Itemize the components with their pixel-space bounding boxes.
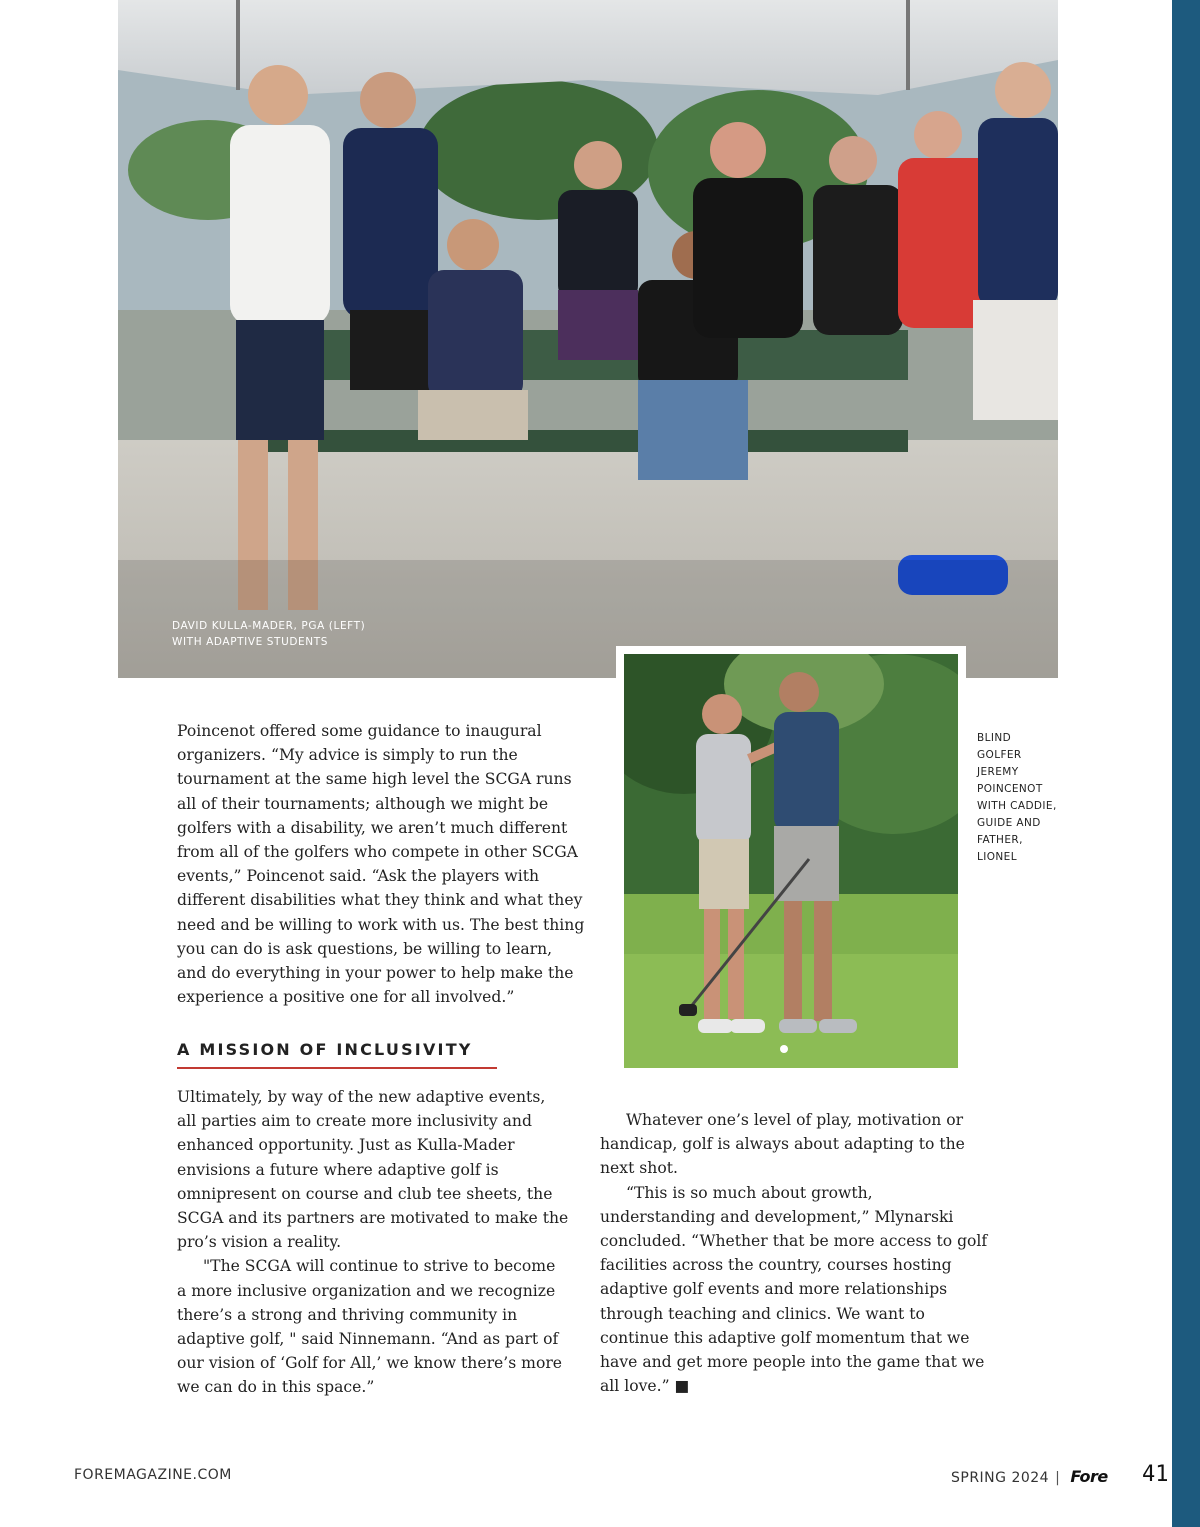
footer-separator: | xyxy=(1055,1470,1061,1486)
article-paragraph-poincenot xyxy=(177,719,585,1009)
article-paragraphs-closing xyxy=(600,1108,1000,1398)
golfer-photo-caption-line: GUIDE AND xyxy=(977,817,1041,829)
page-edge-color-bar xyxy=(1172,0,1200,1527)
text-line: a more inclusive organization and we recognize xyxy=(177,1281,556,1300)
golfer-photo-caption-line: GOLFER xyxy=(977,749,1022,761)
golfer-photo-caption-line: POINCENOT xyxy=(977,783,1043,795)
text-line: "The SCGA will continue to strive to become xyxy=(203,1257,556,1276)
footer-site-url: FOREMAGAZINE.COM xyxy=(74,1467,232,1483)
section-heading: A MISSION OF INCLUSIVITY xyxy=(177,1040,473,1059)
text-line: Poincenot offered some guidance to inaugural xyxy=(177,722,542,740)
text-line: all love.” ■ xyxy=(600,1377,690,1396)
text-line: enhanced opportunity. Just as Kulla-Mader xyxy=(177,1136,515,1155)
text-line: events,” Poincenot said. “Ask the players with xyxy=(177,867,540,886)
text-line: our vision of ‘Golf for All,’ we know there’s more xyxy=(177,1354,563,1373)
text-line: golfers with a disability, we aren’t much different xyxy=(177,818,568,837)
text-line: experience a positive one for all involved.” xyxy=(177,988,515,1007)
group-photo-illustration xyxy=(118,0,1058,678)
text-line: we can do in this space.” xyxy=(177,1378,375,1397)
text-line: omnipresent on course and club tee sheets, the xyxy=(177,1184,553,1203)
text-line: adaptive golf, " said Ninnemann. “And as part of xyxy=(177,1330,559,1349)
text-line: next shot. xyxy=(600,1159,678,1178)
group-photo-caption xyxy=(172,618,365,650)
golfer-photo-caption-line: WITH CADDIE, xyxy=(977,800,1057,812)
text-line: all of their tournaments; although we might be xyxy=(177,794,549,813)
text-line: tournament at the same high level the SCGA runs xyxy=(177,770,572,789)
text-line: pro’s vision a reality. xyxy=(177,1233,342,1252)
text-line: SCGA and its partners are motivated to make the xyxy=(177,1209,569,1228)
text-line: handicap, golf is always about adapting to the xyxy=(600,1135,965,1154)
golfer-caddie-photo xyxy=(616,646,966,1076)
text-line: envisions a future where adaptive golf is xyxy=(177,1160,499,1179)
group-photo-caption-line: WITH ADAPTIVE STUDENTS xyxy=(172,636,329,648)
golfer-photo-caption-line: JEREMY xyxy=(977,766,1019,778)
text-line: “This is so much about growth, xyxy=(626,1183,873,1202)
text-line: from all of the golfers who compete in other SCGA xyxy=(177,843,578,862)
footer-issue-info xyxy=(951,1467,1108,1486)
text-line: adaptive golf events and more relationships xyxy=(600,1280,948,1299)
text-line: facilities across the country, courses hosting xyxy=(600,1256,952,1275)
text-line: Whatever one’s level of play, motivation or xyxy=(626,1111,964,1129)
text-line: continue this adaptive golf momentum that we xyxy=(600,1328,970,1347)
text-line: have and get more people into the game that we xyxy=(600,1353,985,1372)
page-number: 41 xyxy=(1142,1462,1169,1487)
text-line: need and be willing to work with us. The best thing xyxy=(177,915,585,934)
golfer-photo-caption xyxy=(977,730,1067,866)
article-paragraphs-inclusivity xyxy=(177,1085,577,1400)
footer-issue-date: SPRING 2024 xyxy=(951,1470,1050,1486)
group-photo-caption-line: DAVID KULLA-MADER, PGA (LEFT) xyxy=(172,620,366,632)
section-heading-rule xyxy=(177,1067,497,1069)
golfer-photo-caption-line: BLIND xyxy=(977,732,1012,744)
text-line: understanding and development,” Mlynarski xyxy=(600,1207,954,1226)
text-line: Ultimately, by way of the new adaptive events, xyxy=(177,1088,546,1106)
footer-brand-logo: Fore xyxy=(1070,1467,1108,1486)
text-line: concluded. “Whether that be more access to golf xyxy=(600,1232,988,1251)
group-photo xyxy=(118,0,1058,678)
golfer-photo-caption-line: FATHER, xyxy=(977,834,1023,846)
text-line: you can do is ask questions, be willing to learn, xyxy=(177,939,553,958)
text-line: different disabilities what they think and what they xyxy=(177,891,583,910)
text-line: there’s a strong and thriving community in xyxy=(177,1305,518,1324)
text-line: organizers. “My advice is simply to run the xyxy=(177,746,518,765)
text-line: all parties aim to create more inclusivity and xyxy=(177,1112,532,1131)
text-line: and do everything in your power to help make the xyxy=(177,964,574,983)
golfer-caddie-photo-illustration xyxy=(624,654,958,1068)
golfer-photo-caption-line: LIONEL xyxy=(977,851,1017,863)
text-line: through teaching and clinics. We want to xyxy=(600,1304,925,1323)
